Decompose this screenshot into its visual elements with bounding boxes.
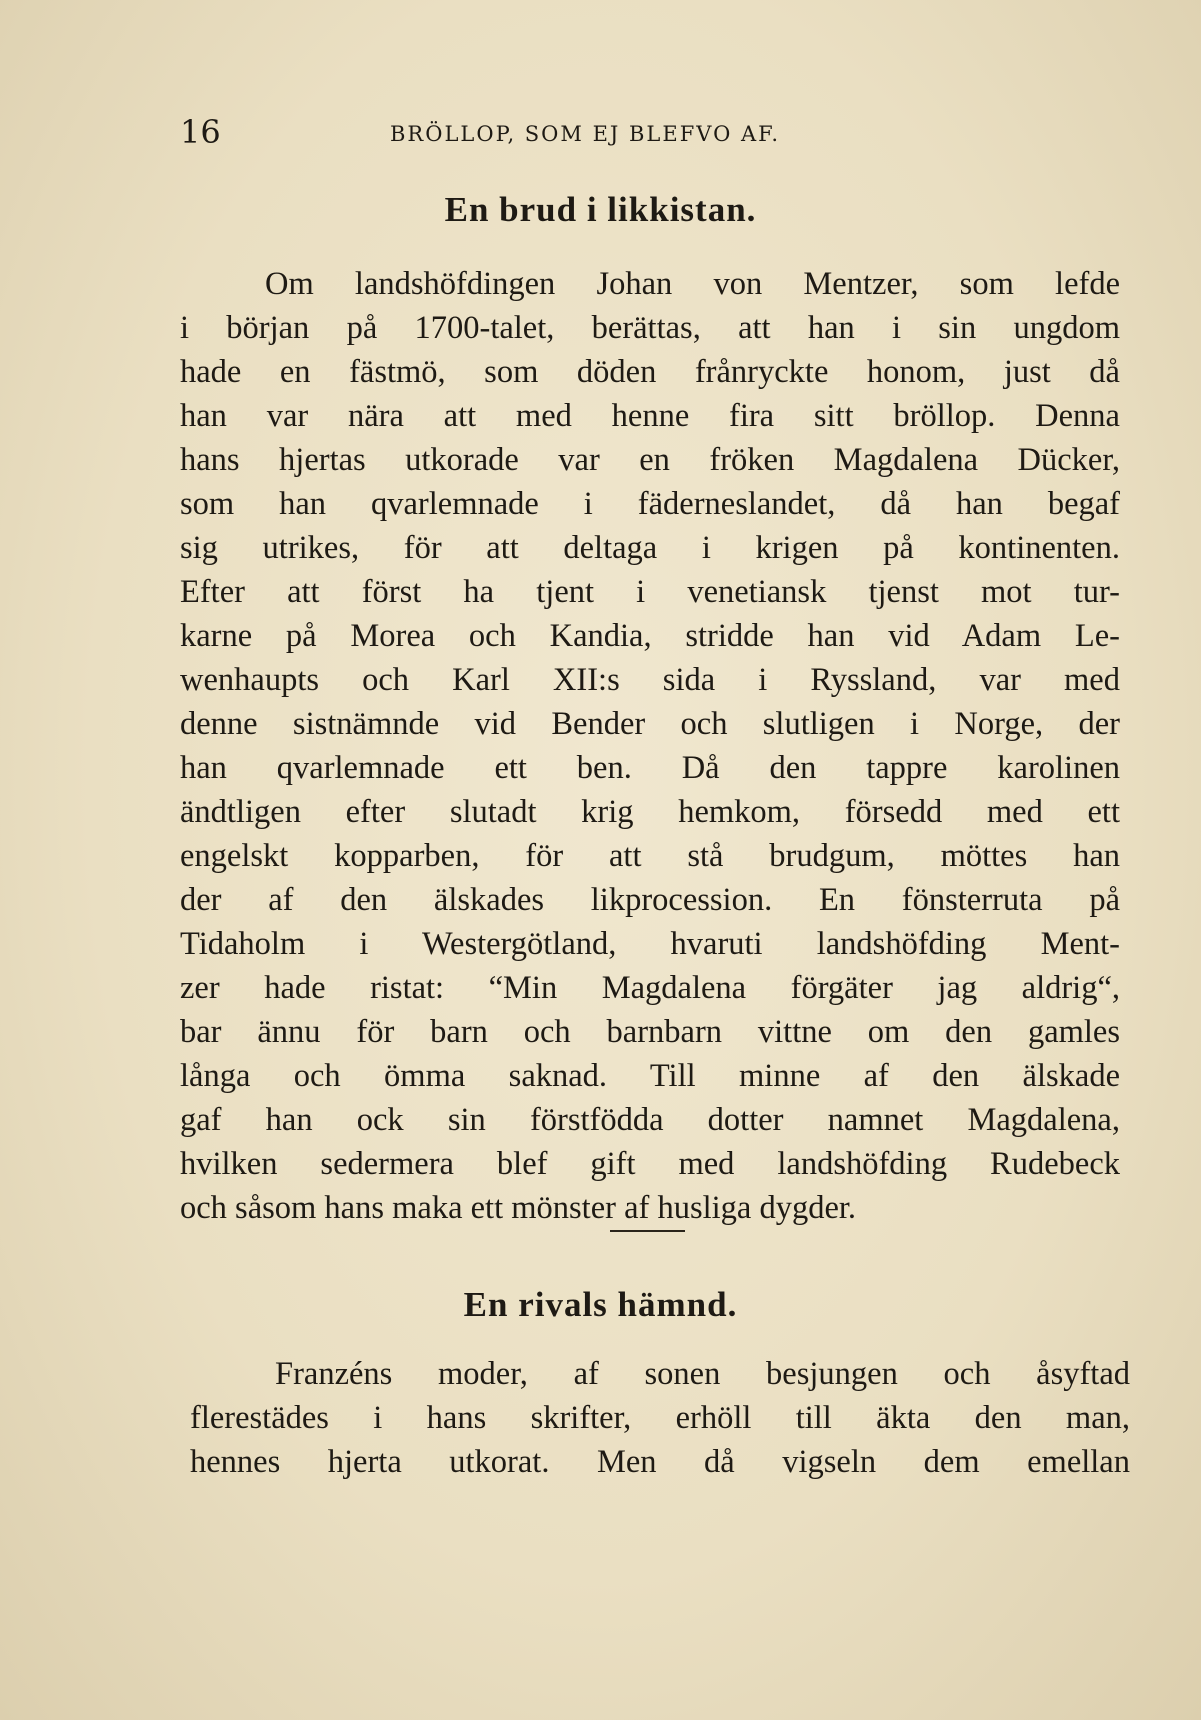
section-separator — [610, 1230, 685, 1232]
section-title-brud: En brud i likkistan. — [444, 190, 757, 229]
running-head — [180, 112, 1120, 152]
text-line: hans hjertas utkorade var en fröken Magdalena Dücker, — [180, 442, 1120, 478]
text-line: i början på 1700-talet, berättas, att han i sin ungdom — [180, 310, 1120, 346]
text-line: engelskt kopparben, för att stå brudgum, möttes han — [180, 838, 1120, 874]
text-line: flerestädes i hans skrifter, erhöll till äkta den man, — [190, 1400, 1130, 1436]
text-line: och såsom hans maka ett mönster af husliga dygder. — [180, 1190, 857, 1226]
text-line: denne sistnämnde vid Bender och slutligen i Norge, der — [180, 706, 1120, 742]
text-line: zer hade ristat: “Min Magdalena förgäter jag aldrig“, — [180, 970, 1120, 1006]
text-line: Efter att först ha tjent i venetiansk tjenst mot tur- — [180, 574, 1120, 610]
running-title: BRÖLLOP, SOM EJ BLEFVO AF. — [390, 122, 781, 146]
text-line: bar ännu för barn och barnbarn vittne om den gamles — [180, 1014, 1120, 1050]
text-line: långa och ömma saknad. Till minne af den älskade — [180, 1058, 1120, 1094]
section-body-brud — [180, 262, 1120, 1230]
text-line: han var nära att med henne fira sitt bröllop. Denna — [180, 398, 1120, 434]
text-line: Franzéns moder, af sonen besjungen och åsyftad — [275, 1356, 1130, 1392]
text-line: hvilken sedermera blef gift med landshöfding Rudebeck — [180, 1146, 1120, 1182]
text-line: hade en fästmö, som döden frånryckte honom, just då — [180, 354, 1120, 390]
section-body-rival — [190, 1352, 1130, 1484]
section-title-rival: En rivals hämnd. — [463, 1285, 738, 1324]
text-line: han qvarlemnade ett ben. Då den tappre karolinen — [180, 750, 1120, 786]
text-line: der af den älskades likprocession. En fönsterruta på — [180, 882, 1120, 918]
text-line: Om landshöfdingen Johan von Mentzer, som lefde — [265, 266, 1120, 302]
text-line: wenhaupts och Karl XII:s sida i Ryssland, var med — [180, 662, 1120, 698]
text-line: sig utrikes, för att deltaga i krigen på kontinenten. — [180, 530, 1120, 566]
text-line: Tidaholm i Westergötland, hvaruti landshöfding Ment- — [180, 926, 1120, 962]
text-line: som han qvarlemnade i fäderneslandet, då han begaf — [180, 486, 1120, 522]
page-number: 16 — [180, 113, 221, 151]
text-line: ändtligen efter slutadt krig hemkom, försedd med ett — [180, 794, 1120, 830]
text-line: hennes hjerta utkorat. Men då vigseln dem emellan — [190, 1444, 1130, 1480]
text-line: karne på Morea och Kandia, stridde han vid Adam Le- — [180, 618, 1120, 654]
text-line: gaf han ock sin förstfödda dotter namnet Magdalena, — [180, 1102, 1120, 1138]
